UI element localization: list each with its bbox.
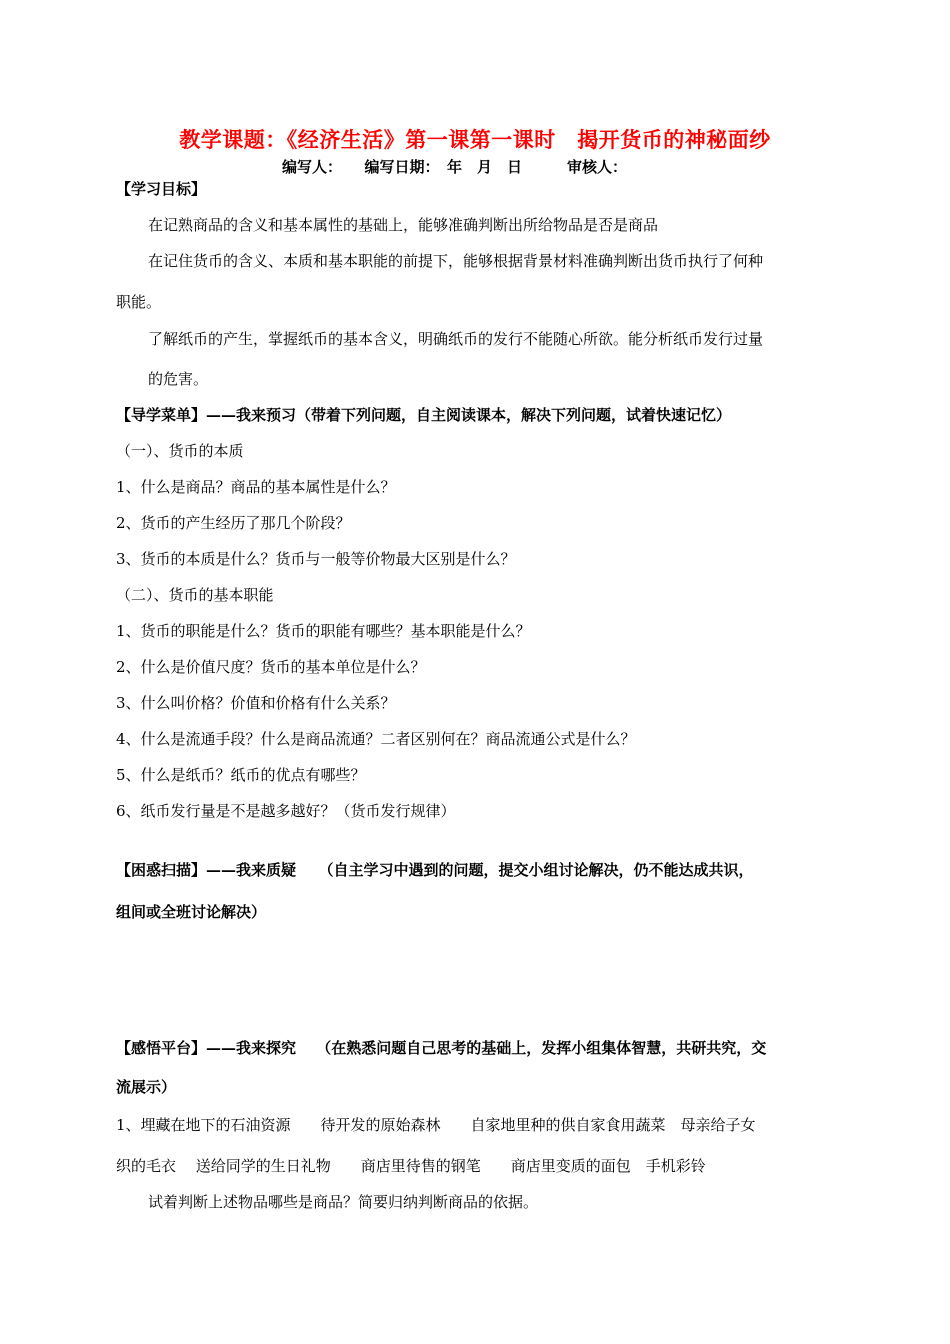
question-item: 6、纸币发行量是不是越多越好？（货币发行规律）: [116, 802, 456, 820]
question-item: 1、什么是商品？商品的基本属性是什么？: [116, 478, 396, 496]
explore-question-1: 1、埋藏在地下的石油资源 待开发的原始森林 自家地里种的供自家食用蔬菜 母亲给子女: [116, 1116, 756, 1134]
question-item: 3、什么叫价格？价值和价格有什么关系？: [116, 694, 396, 712]
question-item: 3、货币的本质是什么？货币与一般等价物最大区别是什么？: [116, 550, 516, 568]
heading-learning-goals: 【学习目标】: [116, 180, 207, 198]
insight-platform-cont: 流展示）: [116, 1078, 177, 1096]
part1-title: （一）、货币的本质: [116, 442, 244, 460]
question-item: 2、货币的产生经历了那几个阶段？: [116, 514, 351, 532]
goal-3-line1: 了解纸币的产生，掌握纸币的基本含义，明确纸币的发行不能随心所欲。能分析纸币发行过量: [148, 330, 764, 348]
question-item: 4、什么是流通手段？什么是商品流通？二者区别何在？商品流通公式是什么？: [116, 730, 636, 748]
heading-insight-platform: 【感悟平台】——我来探究 （在熟悉问题自己思考的基础上，发挥小组集体智慧，共研共究，交: [116, 1039, 767, 1057]
part2-title: （二）、货币的基本职能: [116, 586, 274, 604]
author-date-reviewer: 编写人： 编写日期： 年 月 日 审核人：: [282, 158, 628, 176]
question-item: 5、什么是纸币？纸币的优点有哪些？: [116, 766, 366, 784]
question-item: 2、什么是价值尺度？货币的基本单位是什么？: [116, 658, 426, 676]
question-item: 1、货币的职能是什么？货币的职能有哪些？基本职能是什么？: [116, 622, 531, 640]
doubt-scan-cont: 组间或全班讨论解决）: [116, 903, 267, 921]
goal-1: 在记熟商品的含义和基本属性的基础上，能够准确判断出所给物品是否是商品: [148, 216, 659, 234]
goal-2-line2: 职能。: [116, 293, 162, 311]
explore-question-1-cont: 织的毛衣 送给同学的生日礼物 商店里待售的钢笔 商店里变质的面包 手机彩铃: [116, 1157, 706, 1175]
explore-question-1-task: 试着判断上述物品哪些是商品？简要归纳判断商品的依据。: [148, 1193, 539, 1211]
heading-doubt-scan: 【困惑扫描】——我来质疑 （自主学习中遇到的问题，提交小组讨论解决，仍不能达成共识，: [116, 861, 754, 879]
lesson-title: 教学课题：《经济生活》第一课第一课时 揭开货币的神秘面纱: [179, 127, 771, 152]
goal-2-line1: 在记住货币的含义、本质和基本职能的前提下，能够根据背景材料准确判断出货币执行了何种: [148, 252, 764, 270]
heading-guide-menu: 【导学菜单】——我来预习（带着下列问题，自主阅读课本，解决下列问题，试着快速记忆）: [116, 406, 732, 424]
goal-3-line2: 的危害。: [148, 370, 209, 388]
